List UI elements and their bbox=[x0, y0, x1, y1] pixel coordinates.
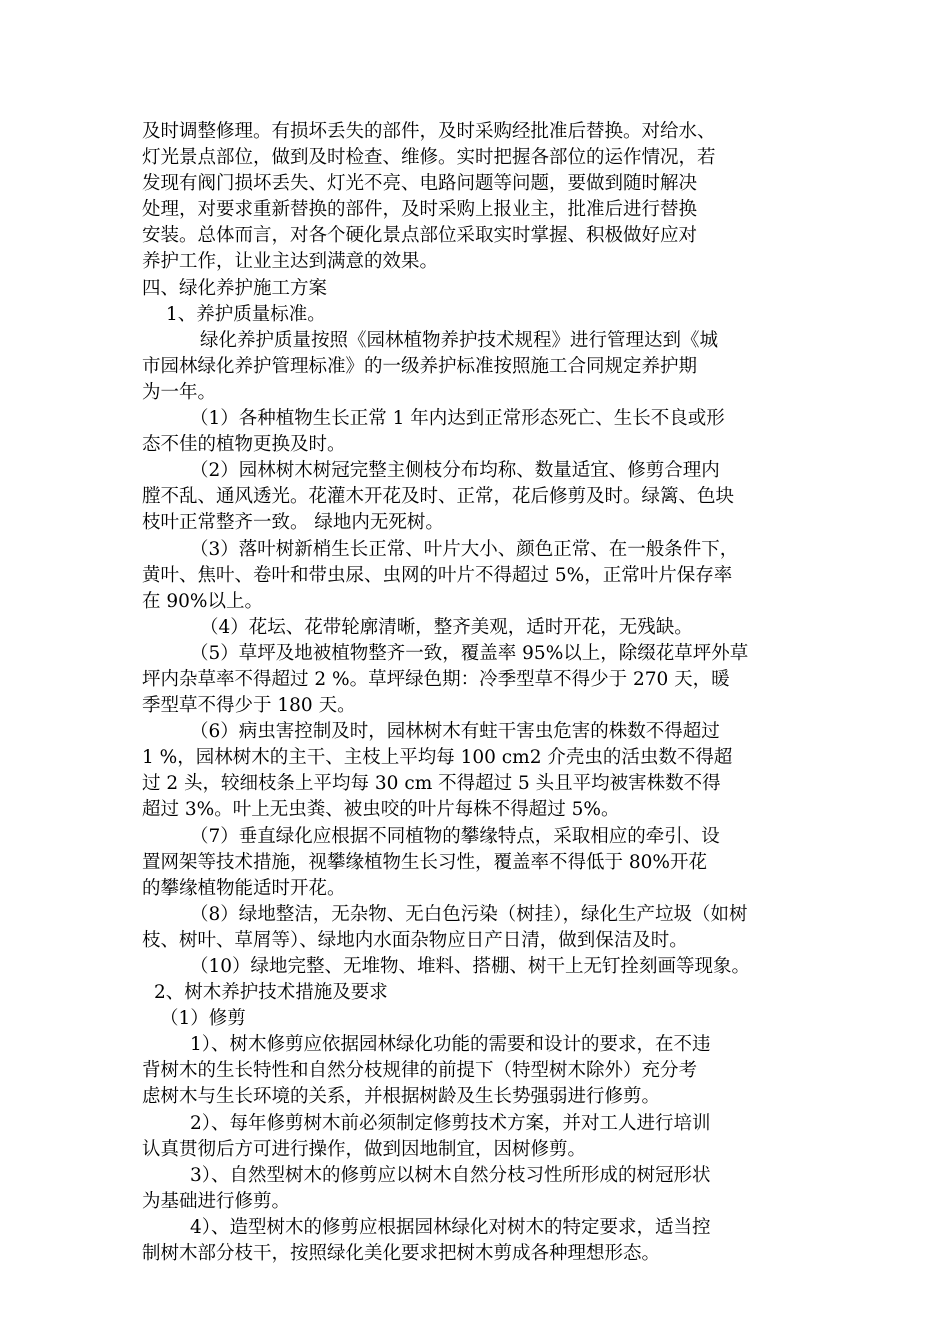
text-line: 认真贯彻后方可进行操作，做到因地制宜，因树修剪。 bbox=[142, 1138, 587, 1160]
text-line: 枝叶正常整齐一致。 绿地内无死树。 bbox=[142, 512, 444, 534]
document-body bbox=[142, 119, 814, 1267]
text-line: 处理，对要求重新替换的部件，及时采购上报业主，批准后进行替换 bbox=[142, 199, 698, 221]
text-line: 在 90%以上。 bbox=[142, 590, 264, 612]
text-line: 坪内杂草率不得超过 2 %。草坪绿色期：冷季型草不得少于 270 天，暖 bbox=[142, 668, 730, 690]
text-line: （6）病虫害控制及时，园林树木有蛀干害虫危害的株数不得超过 bbox=[190, 721, 720, 743]
text-line: （7）垂直绿化应根据不同植物的攀缘特点，采取相应的牵引、设 bbox=[190, 825, 720, 847]
text-line: 为基础进行修剪。 bbox=[142, 1190, 291, 1212]
text-line: 虑树木与生长环境的关系，并根据树龄及生长势强弱进行修剪。 bbox=[142, 1086, 661, 1108]
text-line: 市园林绿化养护管理标准》的一级养护标准按照施工合同规定养护期 bbox=[142, 355, 698, 377]
text-line: 态不佳的植物更换及时。 bbox=[142, 434, 346, 456]
text-line: 4）、造型树木的修剪应根据园林绿化对树木的特定要求，适当控 bbox=[190, 1216, 711, 1238]
text-line: （10）绿地完整、无堆物、堆料、搭棚、树干上无钉拴刻画等现象。 bbox=[190, 956, 751, 977]
text-line: 季型草不得少于 180 天。 bbox=[142, 695, 356, 717]
section-heading: 四、绿化养护施工方案 bbox=[142, 277, 328, 299]
text-line: 养护工作，让业主达到满意的效果。 bbox=[142, 251, 439, 273]
text-line: （1）各种植物生长正常 1 年内达到正常形态死亡、生长不良或形 bbox=[190, 408, 725, 430]
text-line: 制树木部分枝干，按照绿化美化要求把树木剪成各种理想形态。 bbox=[142, 1243, 661, 1265]
text-line: 超过 3%。叶上无虫粪、被虫咬的叶片每株不得超过 5%。 bbox=[142, 799, 620, 821]
text-line: 背树木的生长特性和自然分枝规律的前提下（特型树木除外）充分考 bbox=[142, 1060, 698, 1082]
text-line: 绿化养护质量按照《园林植物养护技术规程》进行管理达到《城 bbox=[200, 329, 719, 351]
text-line: 灯光景点部位，做到及时检查、维修。实时把握各部位的运作情况，若 bbox=[142, 147, 716, 169]
text-line: 安装。总体而言，对各个硬化景点部位采取实时掌握、积极做好应对 bbox=[142, 225, 698, 247]
text-line: （4）花坛、花带轮廓清晰，整齐美观，适时开花，无残缺。 bbox=[200, 616, 693, 638]
text-line: 1）、树木修剪应依据园林绿化功能的需要和设计的要求，在不违 bbox=[190, 1034, 711, 1056]
subsection-heading: 2、树木养护技术措施及要求 bbox=[154, 982, 388, 1004]
text-line: 及时调整修理。有损坏丢失的部件，及时采购经批准后替换。对给水、 bbox=[142, 121, 716, 142]
subsection-heading: （1）修剪 bbox=[160, 1008, 246, 1030]
text-line: 发现有阀门损坏丢失、灯光不亮、电路问题等问题，要做到随时解决 bbox=[142, 173, 698, 195]
text-line: 置网架等技术措施，视攀缘植物生长习性，覆盖率不得低于 80%开花 bbox=[142, 851, 708, 873]
text-line: 2）、每年修剪树木前必须制定修剪技术方案，并对工人进行培训 bbox=[190, 1112, 711, 1134]
text-line: 黄叶、焦叶、卷叶和带虫尿、虫网的叶片不得超过 5%，正常叶片保存率 bbox=[142, 564, 733, 586]
text-line: （5）草坪及地被植物整齐一致，覆盖率 95%以上，除缀花草坪外草 bbox=[190, 642, 749, 664]
text-line: 膛不乱、通风透光。花灌木开花及时、正常，花后修剪及时。绿篱、色块 bbox=[142, 486, 735, 508]
text-line: 3）、自然型树木的修剪应以树木自然分枝习性所形成的树冠形状 bbox=[190, 1164, 711, 1186]
subsection-heading: 1、养护质量标准。 bbox=[166, 303, 326, 325]
text-line: 为一年。 bbox=[142, 381, 217, 403]
text-line: 过 2 头，较细枝条上平均每 30 cm 不得超过 5 头且平均被害株数不得 bbox=[142, 773, 721, 795]
text-line: （3）落叶树新梢生长正常、叶片大小、颜色正常、在一般条件下， bbox=[190, 538, 739, 560]
text-line: （8）绿地整洁，无杂物、无白色污染（树挂），绿化生产垃圾（如树 bbox=[190, 903, 748, 925]
text-line: 的攀缘植物能适时开花。 bbox=[142, 877, 346, 899]
text-line: 枝、树叶、草屑等）、绿地内水面杂物应日产日清，做到保洁及时。 bbox=[142, 929, 688, 951]
text-line: 1 %，园林树木的主干、主枝上平均每 100 cm2 介壳虫的活虫数不得超 bbox=[142, 747, 733, 769]
text-line: （2）园林树木树冠完整主侧枝分布均称、数量适宜、修剪合理内 bbox=[190, 460, 720, 482]
